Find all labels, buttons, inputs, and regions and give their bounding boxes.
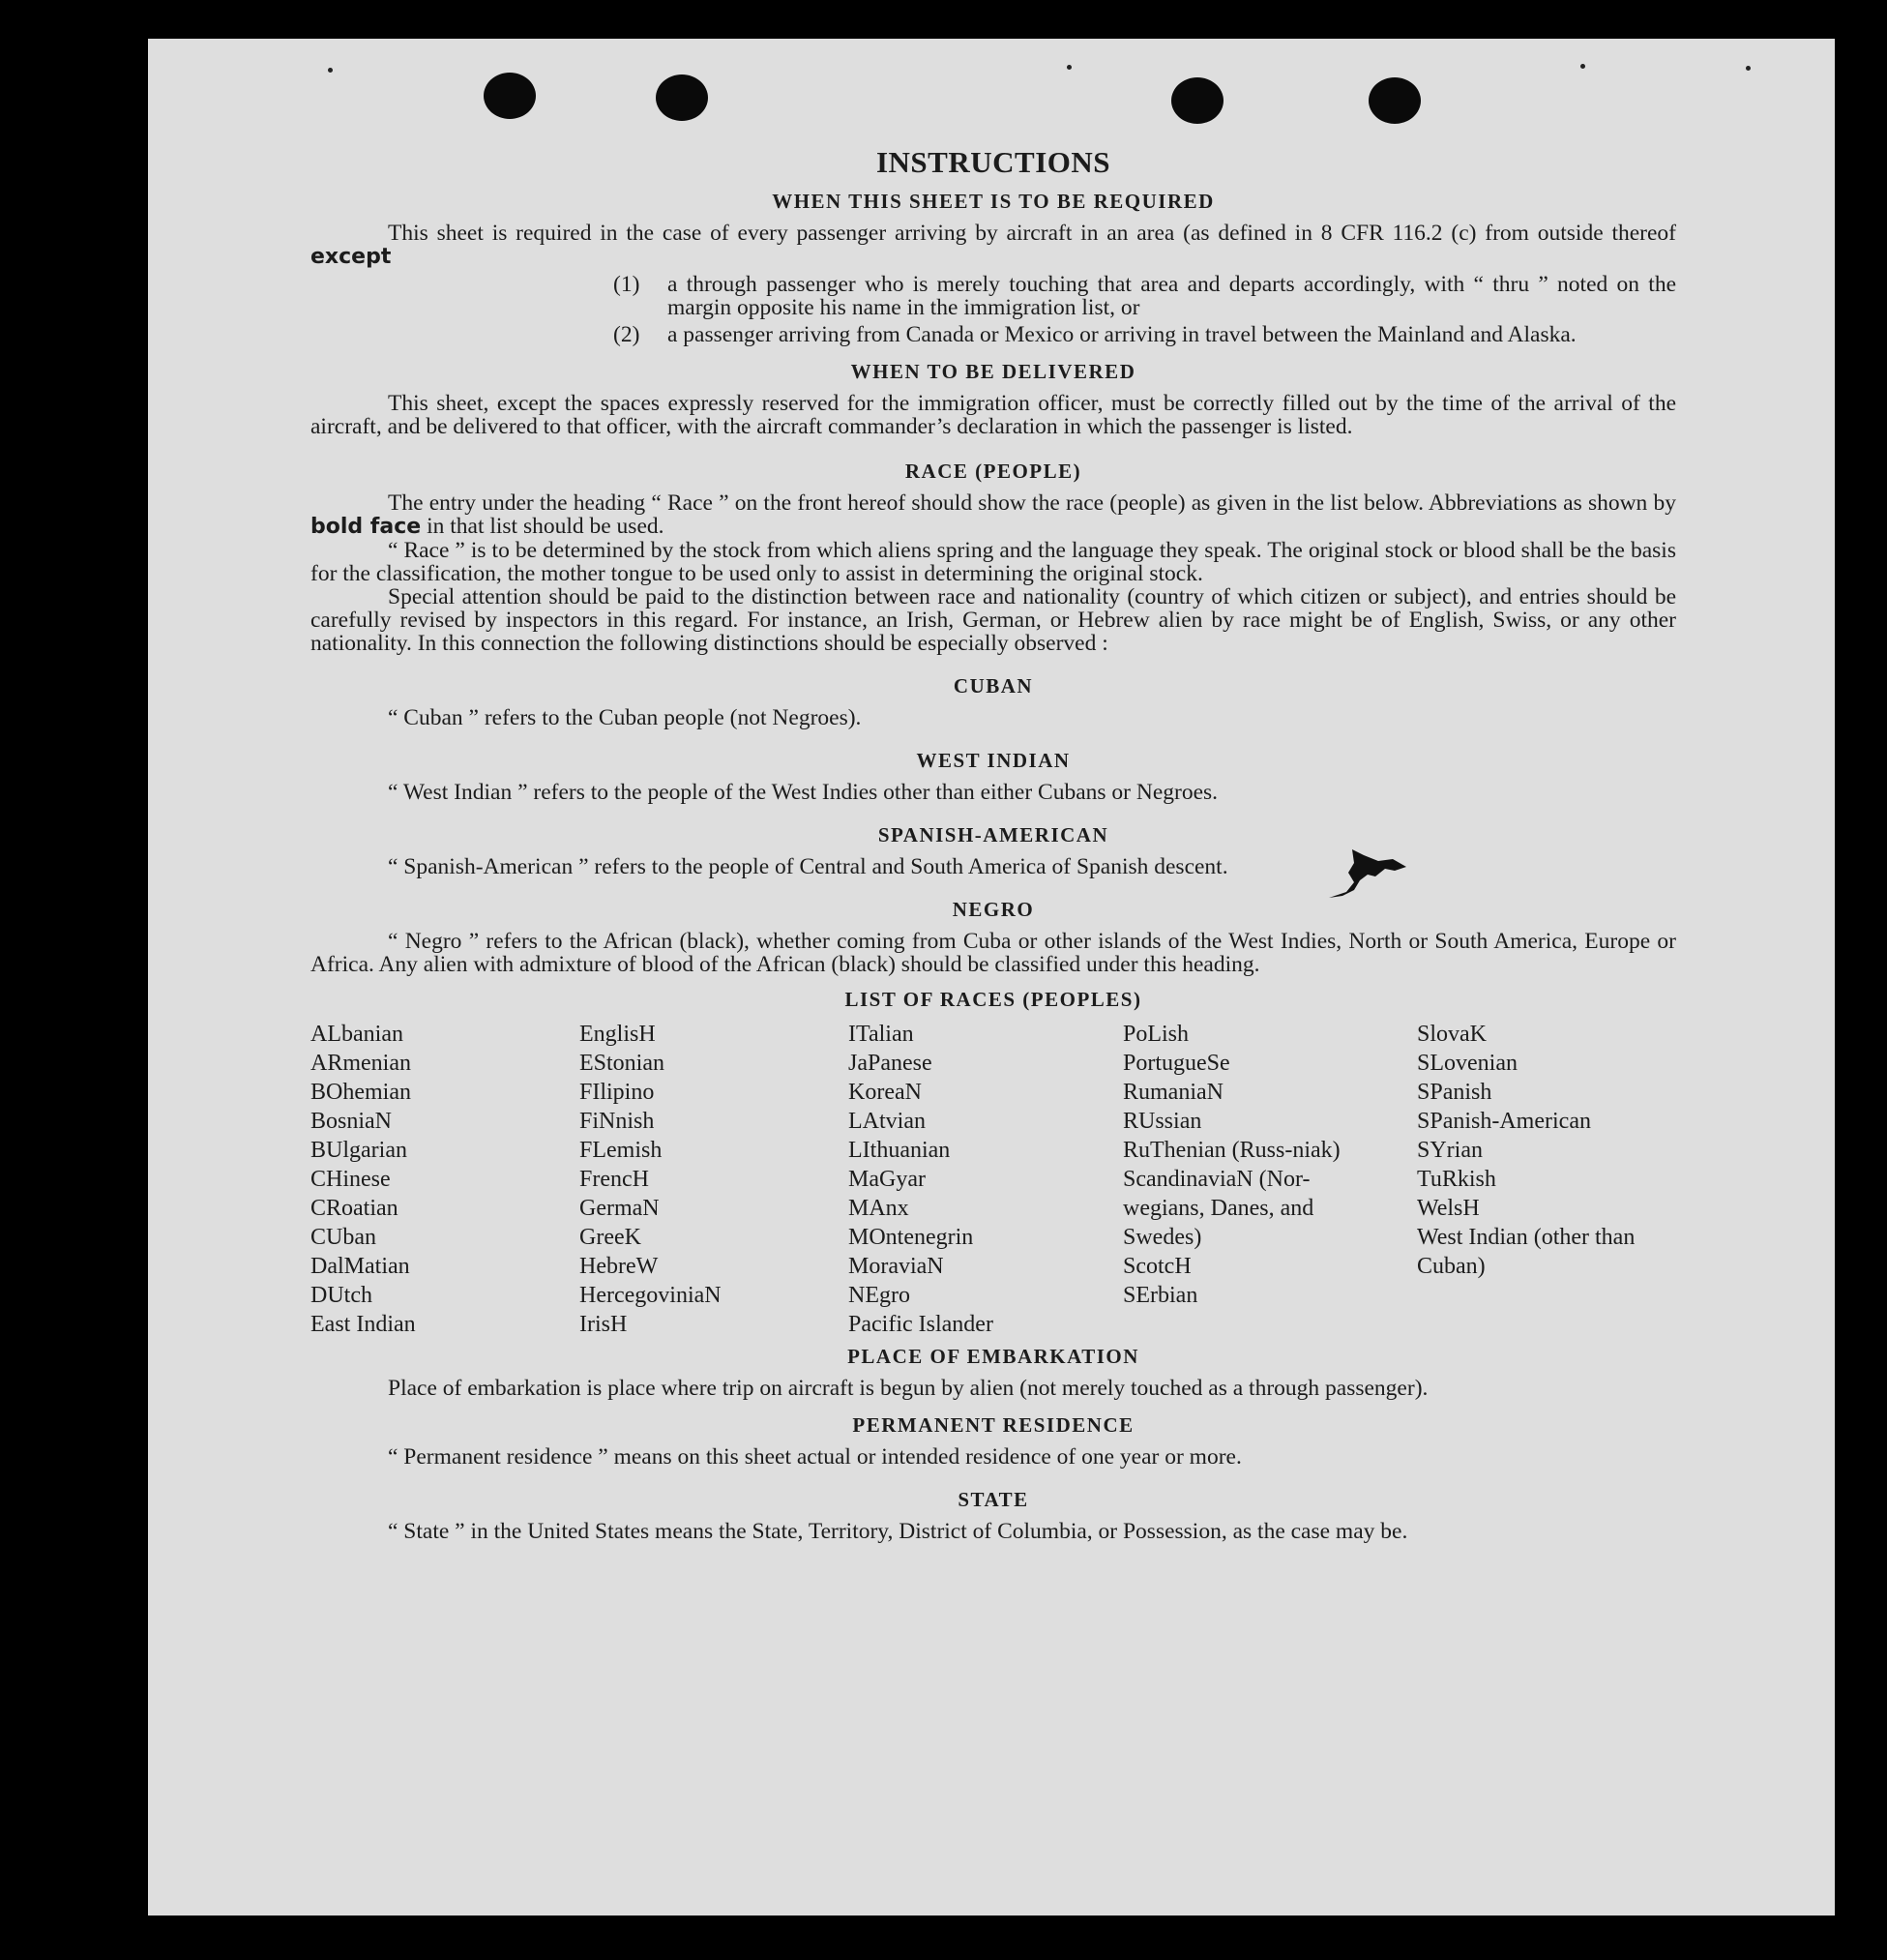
permanent-residence-text: “ Permanent residence ” means on this sheet actual or intended residence of one year or more. (388, 1444, 1242, 1470)
race-entry: JaPanese (848, 1051, 932, 1076)
heading-when-required: WHEN THIS SHEET IS TO BE REQUIRED (772, 190, 1215, 213)
exception-item (310, 273, 1676, 319)
race-entry: RuThenian (Russ-niak) (1123, 1138, 1341, 1163)
race-column (310, 1020, 579, 1339)
race-entry: WelsH (1417, 1196, 1480, 1221)
heading-cuban: CUBAN (953, 674, 1034, 698)
race-column (1417, 1020, 1672, 1339)
race-entry: PortugueSe (1123, 1051, 1230, 1076)
exception-item (310, 323, 1676, 346)
race-entry: GreeK (579, 1225, 641, 1250)
heading-permanent-residence: PERMANENT RESIDENCE (852, 1413, 1135, 1437)
speck (1067, 65, 1072, 70)
when-required-intro: This sheet is required in the case of every passenger arriving by aircraft in an area (as defined in 8 CFR 116.2 (c) from outside thereof except (310, 221, 1676, 269)
negro-text: “ Negro ” refers to the African (black), whether coming from Cuba or other islands of the West Indies, North or South America, Europe or Africa. Any alien with admixture of blood of the African (black) should be classified under this heading. (310, 929, 1676, 977)
race-entry: Pacific Islander (848, 1312, 993, 1337)
race-entry: MAnx (848, 1196, 909, 1221)
state-text: “ State ” in the United States means the State, Territory, District of Columbia, or Possession, as the case may be. (388, 1519, 1408, 1544)
race-entry: ALbanian (310, 1022, 403, 1047)
race-entry: IrisH (579, 1312, 628, 1337)
race-entry: SLovenian (1417, 1051, 1518, 1076)
race-entry: DalMatian (310, 1254, 410, 1279)
embarkation-text: Place of embarkation is place where trip on aircraft is begun by alien (not merely touched as a through passenger). (388, 1376, 1429, 1401)
race-entry: LAtvian (848, 1109, 926, 1134)
exception-number: (2) (613, 322, 640, 347)
punch-hole (656, 74, 708, 121)
race-entry: BUlgarian (310, 1138, 407, 1163)
west-indian-text: “ West Indian ” refers to the people of the West Indies other than either Cubans or Negroes. (388, 780, 1219, 805)
race-entry: KoreaN (848, 1080, 922, 1105)
heading-negro: NEGRO (952, 898, 1035, 921)
race-entry: FrencH (579, 1167, 649, 1192)
exception-text: a through passenger who is merely touching that area and departs accordingly, with “ thru ” noted on the margin opposite his name in the immigration list, or (667, 272, 1676, 320)
speck (1746, 66, 1751, 71)
race-entry: ScandinaviaN (Nor-wegians, Danes, and Swedes) (1123, 1167, 1314, 1250)
race-entry: TuRkish (1417, 1167, 1496, 1192)
race-entry: NEgro (848, 1283, 910, 1308)
punch-hole (1369, 77, 1421, 124)
race-paragraph-3: Special attention should be paid to the distinction between race and nationality (country of which citizen or subject), and entries should be carefully revised by inspectors in this regard. For instance, an Irish, German, or Hebrew alien by race might be of English, Swiss, or any other nationality. In this connection the following distinctions should be especially observed : (310, 584, 1676, 656)
heading-when-delivered: WHEN TO BE DELIVERED (850, 360, 1136, 383)
race-entry: SlovaK (1417, 1022, 1487, 1047)
race-entry: HebreW (579, 1254, 659, 1279)
race-entry: FIlipino (579, 1080, 655, 1105)
race-entry: SPanish (1417, 1080, 1492, 1105)
race-entry: FiNnish (579, 1109, 655, 1134)
race-entry: PoLish (1123, 1022, 1190, 1047)
race-entry: SYrian (1417, 1138, 1483, 1163)
spanish-american-text: “ Spanish-American ” refers to the people of Central and South America of Spanish descent. (388, 854, 1228, 879)
race-entry: GermaN (579, 1196, 660, 1221)
heading-state: STATE (958, 1488, 1029, 1511)
race-entry: MOntenegrin (848, 1225, 974, 1250)
race-entry: RumaniaN (1123, 1080, 1224, 1105)
race-entry: SErbian (1123, 1283, 1198, 1308)
race-entry: CHinese (310, 1167, 391, 1192)
speck (1580, 64, 1585, 69)
race-entry: EnglisH (579, 1022, 656, 1047)
race-entry: ITalian (848, 1022, 914, 1047)
punch-hole (484, 73, 536, 119)
heading-race: RACE (PEOPLE) (904, 460, 1082, 483)
race-entry: HercegoviniaN (579, 1283, 722, 1308)
race-entry: RUssian (1123, 1109, 1202, 1134)
race-entry: West Indian (other than Cuban) (1417, 1225, 1636, 1279)
race-column (579, 1020, 848, 1339)
instructions-body (310, 145, 1676, 1543)
race-column (1123, 1020, 1417, 1339)
race-paragraph-1: The entry under the heading “ Race ” on the front hereof should show the race (people) as given in the list below. Abbreviations as shown by bold face in that list should be used. (310, 490, 1676, 539)
heading-west-indian: WEST INDIAN (916, 749, 1071, 772)
race-entry: ScotcH (1123, 1254, 1192, 1279)
heading-spanish-american: SPANISH-AMERICAN (877, 823, 1109, 846)
race-entry: BOhemian (310, 1080, 411, 1105)
race-entry: SPanish-American (1417, 1109, 1591, 1134)
document-sheet (148, 39, 1835, 1915)
race-entry: East Indian (310, 1312, 416, 1337)
heading-list-of-races: LIST OF RACES (PEOPLES) (844, 988, 1142, 1011)
race-entry: DUtch (310, 1283, 372, 1308)
race-entry: ARmenian (310, 1051, 411, 1076)
cuban-text: “ Cuban ” refers to the Cuban people (not Negroes). (388, 705, 862, 730)
exception-number: (1) (613, 272, 640, 297)
punch-hole (1171, 77, 1224, 124)
race-entry: FLemish (579, 1138, 663, 1163)
heading-embarkation: PLACE OF EMBARKATION (847, 1345, 1139, 1368)
race-entry: EStonian (579, 1051, 664, 1076)
race-entry: CRoatian (310, 1196, 398, 1221)
race-entry: BosniaN (310, 1109, 392, 1134)
exception-text: a passenger arriving from Canada or Mexico or arriving in travel between the Mainland and Alaska. (667, 322, 1577, 347)
race-entry: MoraviaN (848, 1254, 944, 1279)
speck (328, 68, 333, 73)
race-entry: LIthuanian (848, 1138, 951, 1163)
page-title: INSTRUCTIONS (875, 145, 1110, 179)
race-paragraph-2: “ Race ” is to be determined by the stock from which aliens spring and the language they speak. The original stock or blood shall be the basis for the classification, the mother tongue to be used only to assist in determining the original stock. (310, 538, 1676, 586)
race-entry: MaGyar (848, 1167, 926, 1192)
race-column (848, 1020, 1123, 1339)
race-entry: CUban (310, 1225, 376, 1250)
race-list (310, 1020, 1676, 1339)
when-delivered-text: This sheet, except the spaces expressly reserved for the immigration officer, must be correctly filled out by the time of the arrival of the aircraft, and be delivered to that officer, with the aircraft commander’s declaration in which the passenger is listed. (310, 391, 1676, 439)
